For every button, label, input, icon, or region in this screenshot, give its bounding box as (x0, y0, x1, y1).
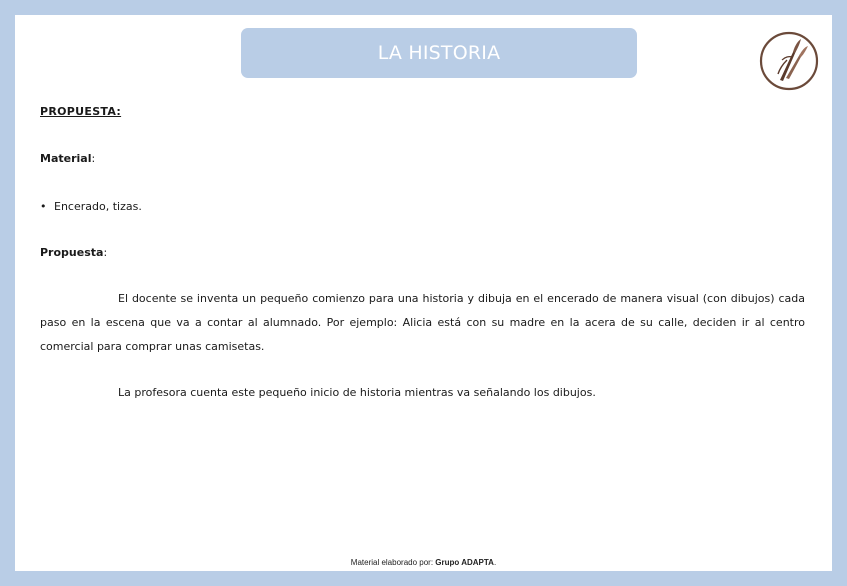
footer-author: Grupo ADAPTA (435, 558, 494, 567)
propuesta-label-line (40, 246, 107, 259)
bullet-icon: • (40, 200, 47, 213)
material-label: Material (40, 152, 92, 165)
list-item (40, 200, 142, 213)
paragraph-2: La profesora cuenta este pequeño inicio de historia mientras va señalando los dibujos. (118, 386, 596, 399)
material-label-line (40, 152, 95, 165)
document-page (15, 15, 832, 571)
paintbrush-logo-icon (758, 30, 820, 92)
title-banner (241, 28, 637, 78)
paragraph-1: El docente se inventa un pequeño comienzo para una historia y dibuja en el encerado de manera visual (con dibujos) cada paso en la escena que va a contar al alumnado. Por ejemplo: Alicia está con su madre en la acera de su calle, deciden ir al centro comercial para comprar unas camisetas. (40, 292, 805, 353)
page-title: LA HISTORIA (377, 42, 501, 64)
material-item: Encerado, tizas. (54, 200, 142, 213)
footer-suffix: . (493, 558, 497, 567)
propuesta-colon: : (103, 246, 108, 259)
main-heading: PROPUESTA: (40, 105, 122, 118)
material-colon: : (91, 152, 96, 165)
footer-prefix: Material elaborado por: (350, 558, 434, 567)
propuesta-label: Propuesta (40, 246, 104, 259)
footer (15, 558, 832, 567)
